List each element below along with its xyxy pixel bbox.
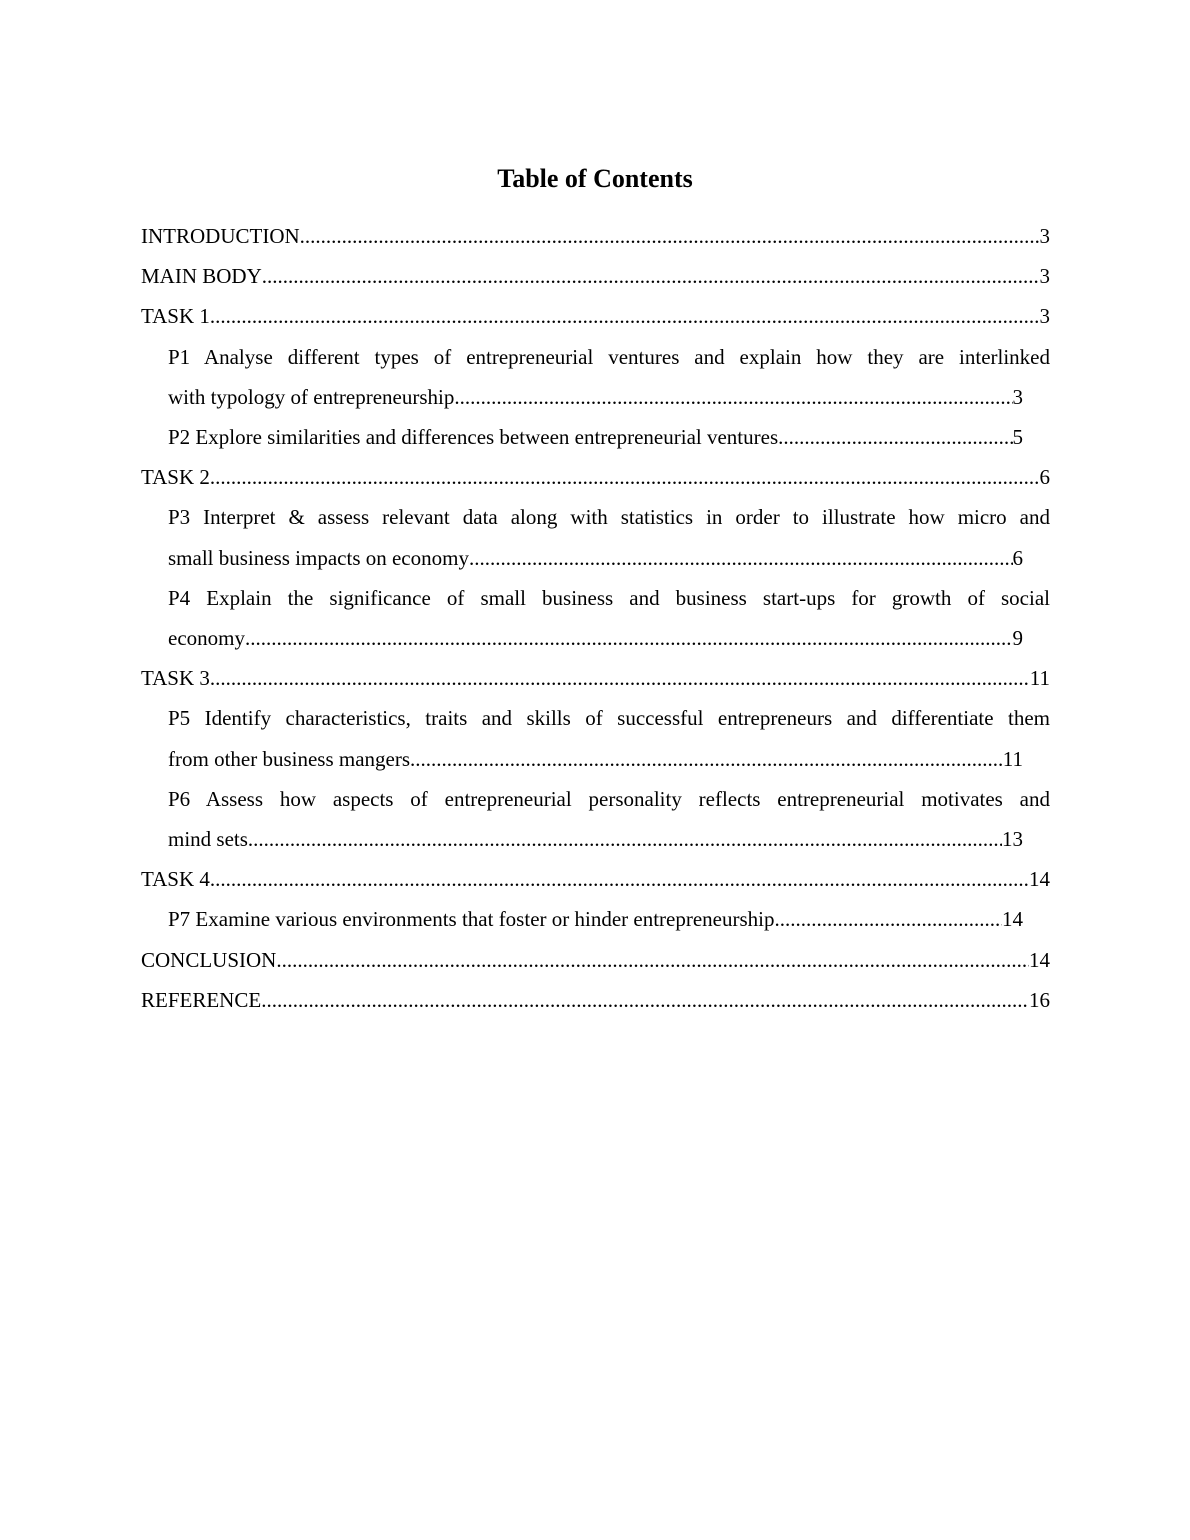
toc-entry-main-body[interactable] (141, 256, 1050, 296)
dot-leader (248, 819, 1002, 859)
toc-entry-conclusion[interactable] (141, 940, 1050, 980)
dot-leader (778, 417, 1012, 457)
toc-entry-p5[interactable] (168, 698, 1050, 778)
toc-entry-task-4[interactable] (141, 859, 1050, 899)
toc-page-number: 16 (1029, 987, 1050, 1012)
dot-leader (262, 256, 1040, 296)
toc-entry-p6[interactable] (168, 779, 1050, 859)
toc-entry-p7[interactable] (168, 899, 1023, 939)
toc-entry-text-line-2: from other business mangers (168, 746, 411, 771)
toc-entry-text: REFERENCE (141, 987, 262, 1012)
toc-page-number: 3 (1039, 264, 1050, 289)
toc-page-number: 11 (1002, 746, 1023, 771)
toc-entry-text-line-1: P3 Interpret & assess relevant data along with statistics in order to illustrate how micro and (168, 505, 1050, 530)
toc-entry-text: INTRODUCTION (141, 224, 300, 248)
toc-page-number: 9 (1012, 626, 1023, 651)
table-of-contents (141, 216, 1050, 1020)
toc-page-number: 6 (1012, 545, 1023, 570)
toc-page-number: 3 (1039, 304, 1050, 329)
toc-entry-text: CONCLUSION (141, 947, 277, 972)
toc-page-number: 14 (1029, 867, 1050, 892)
toc-entry-p4[interactable] (168, 578, 1050, 658)
toc-entry-text: MAIN BODY (141, 264, 262, 289)
toc-page-number: 14 (1029, 947, 1050, 972)
toc-entry-text-line-1: P1 Analyse different types of entrepreneurial ventures and explain how they are interlinked (168, 344, 1050, 369)
dot-leader (210, 457, 1040, 497)
toc-entry-task-3[interactable] (141, 658, 1050, 698)
toc-title: Table of Contents (497, 164, 693, 193)
toc-page-number: 5 (1012, 425, 1023, 450)
toc-page-number: 11 (1029, 666, 1050, 691)
toc-entry-task-2[interactable] (141, 457, 1050, 497)
dot-leader (454, 377, 1012, 417)
toc-page-number: 6 (1039, 465, 1050, 490)
dot-leader (210, 658, 1030, 698)
toc-entry-text-line-1: P4 Explain the significance of small business and business start-ups for growth of social (168, 585, 1050, 610)
toc-entry-text: TASK 3 (141, 666, 210, 691)
toc-page-number: 3 (1012, 384, 1023, 409)
toc-entry-p3[interactable] (168, 497, 1050, 577)
toc-entry-text: P2 Explore similarities and differences between entrepreneurial ventures (168, 425, 779, 450)
toc-entry-p1[interactable] (168, 337, 1050, 417)
toc-entry-text-line-1: P5 Identify characteristics, traits and skills of successful entrepreneurs and differentiate them (168, 706, 1050, 731)
toc-entry-reference[interactable] (141, 980, 1050, 1020)
toc-entry-text: TASK 1 (141, 304, 210, 329)
dot-leader (210, 296, 1040, 336)
dot-leader (775, 899, 1003, 939)
toc-page-number: 14 (1002, 907, 1023, 932)
toc-entry-task-1[interactable] (141, 296, 1050, 336)
dot-leader (469, 538, 1013, 578)
toc-page-number: 3 (1039, 224, 1050, 248)
toc-entry-introduction[interactable] (141, 216, 1050, 256)
dot-leader (261, 980, 1029, 1020)
toc-entry-text-line-2: mind sets (168, 827, 248, 852)
dot-leader (276, 940, 1029, 980)
toc-page-number: 13 (1002, 827, 1023, 852)
toc-entry-text: TASK 2 (141, 465, 210, 490)
dot-leader (210, 859, 1029, 899)
toc-entry-text-line-2: small business impacts on economy (168, 545, 469, 570)
dot-leader (245, 618, 1013, 658)
dot-leader (410, 739, 1003, 779)
toc-entry-text: TASK 4 (141, 867, 210, 892)
toc-entry-text-line-2: with typology of entrepreneurship (168, 384, 455, 409)
toc-entry-text-line-1: P6 Assess how aspects of entrepreneurial personality reflects entrepreneurial motivates and (168, 786, 1050, 811)
dot-leader (300, 216, 1040, 256)
toc-entry-text: P7 Examine various environments that foster or hinder entrepreneurship (168, 907, 775, 932)
toc-entry-text-line-2: economy (168, 626, 245, 651)
toc-entry-p2[interactable] (168, 417, 1023, 457)
